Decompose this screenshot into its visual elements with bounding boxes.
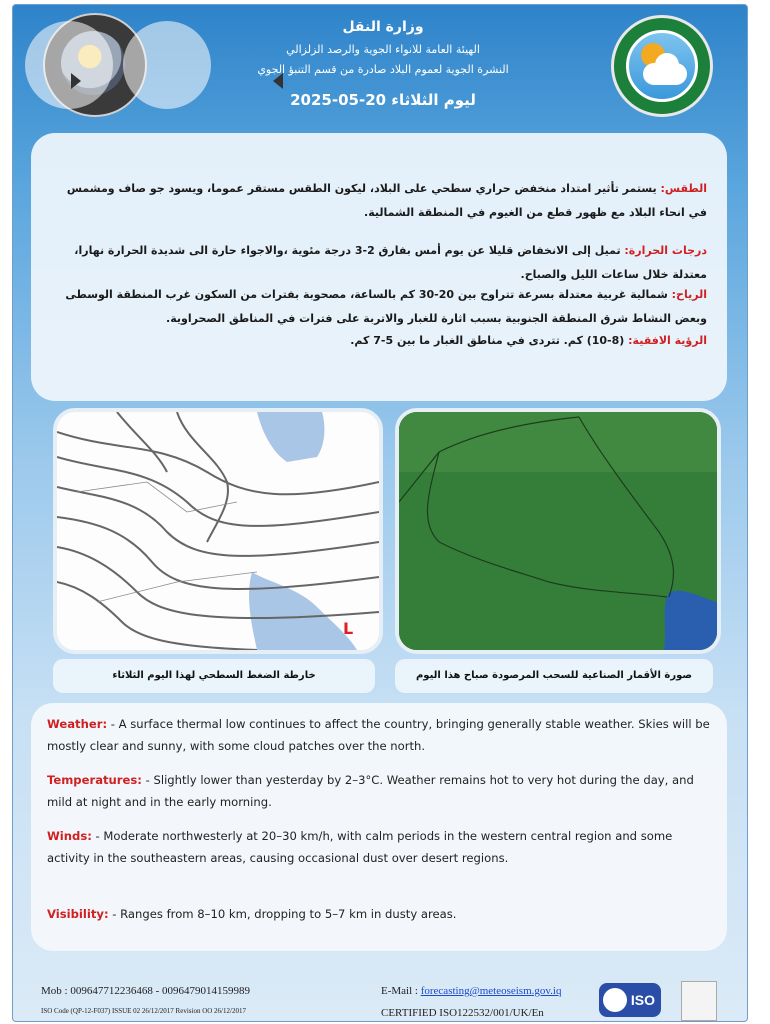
english-visibility-paragraph bbox=[47, 903, 715, 925]
arabic-forecast-panel bbox=[31, 133, 727, 401]
ministry-title: وزارة النقل bbox=[342, 19, 424, 35]
isobar-line bbox=[57, 517, 379, 589]
arabic-wind-text: شمالية غربية معتدلة بسرعة تتراوح بين 20-30 كم بالساعة، مصحوبة بفترات من السكون غرب المنطقة الوسطى وبعض النشاط شرق المنطقة الجنوبية بسبب اثارة للغبار والاتربة على فترات في المناطق الصحراوية. bbox=[65, 288, 707, 325]
cloud-base-icon bbox=[643, 63, 687, 85]
satellite-caption: صورة الأقمار الصناعية للسحب المرصودة صباح هذا اليوم bbox=[395, 659, 713, 693]
english-visibility-label: Visibility: bbox=[47, 907, 109, 921]
iso-badge bbox=[599, 983, 661, 1017]
iso-badge-label: ISO bbox=[630, 992, 655, 1008]
english-wind-paragraph bbox=[47, 825, 715, 869]
arabic-wind-label: الرياح: bbox=[671, 288, 707, 301]
bulletin-title: النشرة الجوية لعموم البلاد صادرة من قسم التنبؤ الجوي bbox=[257, 63, 509, 76]
authority-title: الهيئة العامة للانواء الجوية والرصد الزلزالي bbox=[286, 43, 480, 56]
arabic-temperature-label: درجات الحرارة: bbox=[624, 244, 707, 257]
media-control-play-button[interactable] bbox=[25, 21, 113, 109]
english-weather-paragraph bbox=[47, 713, 715, 757]
pressure-low-marker: L bbox=[343, 619, 354, 638]
english-forecast-panel bbox=[31, 703, 727, 951]
sea-area bbox=[257, 412, 324, 462]
arabic-temperature-paragraph bbox=[47, 239, 707, 287]
isobar-line bbox=[57, 432, 379, 494]
arabic-wind-paragraph bbox=[47, 283, 707, 331]
email-link[interactable]: forecasting@meteoseism.gov.iq bbox=[420, 985, 562, 997]
media-control-back-button[interactable] bbox=[123, 21, 211, 109]
isobar-line bbox=[57, 582, 257, 650]
arabic-visibility-label: الرؤية الافقية: bbox=[628, 334, 707, 347]
english-visibility-text: - Ranges from 8–10 km, dropping to 5–7 km in dusty areas. bbox=[108, 907, 457, 921]
english-weather-text: - A surface thermal low continues to affect the country, bringing generally stable weather. Skies will be mostly clear and sunny, with some cloud patches over the north. bbox=[47, 717, 710, 753]
english-weather-label: Weather: bbox=[47, 717, 108, 731]
gulf-water bbox=[664, 591, 717, 650]
arabic-weather-label: الطقس: bbox=[660, 182, 707, 195]
satellite-image bbox=[395, 408, 721, 654]
email-label: E-Mail : bbox=[381, 985, 421, 997]
english-temperature-paragraph bbox=[47, 769, 715, 813]
arabic-visibility-paragraph bbox=[47, 329, 707, 353]
english-wind-text: - Moderate northwesterly at 20–30 km/h, with calm periods in the western central region and some activity in the southeastern areas, causing occasional dust over desert regions. bbox=[47, 829, 673, 865]
iso-code: ISO Code (QP-12-F037) ISSUE 02 26/12/2017 Revision OO 26/12/2017 bbox=[41, 1007, 246, 1015]
bulletin-date: ليوم الثلاثاء 20-05-2025 bbox=[290, 91, 476, 109]
certification: CERTIFIED ISO122532/001/UK/En bbox=[381, 1007, 544, 1019]
logo-sky bbox=[626, 30, 698, 102]
northern-land-tint bbox=[399, 412, 717, 472]
bulletin-page bbox=[12, 4, 748, 1022]
english-temperature-label: Temperatures: bbox=[47, 773, 142, 787]
arabic-weather-text: يستمر تأثير امتداد منخفض حراري سطحي على البلاد، ليكون الطقس مستقر عموما، ويسود جو صاف ومشمس في انحاء البلاد مع ظهور قطع من الغيوم في المنطقة الشمالية. bbox=[66, 182, 707, 219]
english-wind-label: Winds: bbox=[47, 829, 92, 843]
iso-globe-icon bbox=[603, 988, 627, 1012]
pressure-map-graphic bbox=[57, 412, 379, 650]
mobile-numbers: Mob : 009647712236468 - 0096479014159989 bbox=[41, 985, 250, 997]
arabic-visibility-text: (8-10) كم. تتردى في مناطق الغبار ما بين 5-7 كم. bbox=[350, 334, 629, 347]
quality-certificate-icon bbox=[681, 981, 717, 1021]
arabic-weather-paragraph bbox=[47, 177, 707, 225]
play-right-icon bbox=[71, 73, 81, 89]
header bbox=[13, 5, 747, 130]
english-temperature-text: - Slightly lower than yesterday by 2–3°C. Weather remains hot to very hot during the day, and mild at night and in the early morning. bbox=[47, 773, 694, 809]
meteorological-authority-logo-icon bbox=[611, 15, 713, 117]
arabic-temperature-text: تميل إلى الانخفاض قليلا عن يوم أمس بفارق 2-3 درجة مئوية ،والاجواء حارة الى شديدة الحرارة نهارا، معتدلة خلال ساعات الليل والصباح. bbox=[74, 244, 707, 281]
surface-pressure-map bbox=[53, 408, 383, 654]
email-line bbox=[381, 985, 562, 997]
footer bbox=[31, 977, 731, 1021]
gulf-area bbox=[249, 572, 357, 650]
isobar-line bbox=[117, 412, 167, 472]
pressure-map-caption: خارطة الضغط السطحي لهذا اليوم الثلاثاء bbox=[53, 659, 375, 693]
satellite-map-graphic bbox=[399, 412, 717, 650]
